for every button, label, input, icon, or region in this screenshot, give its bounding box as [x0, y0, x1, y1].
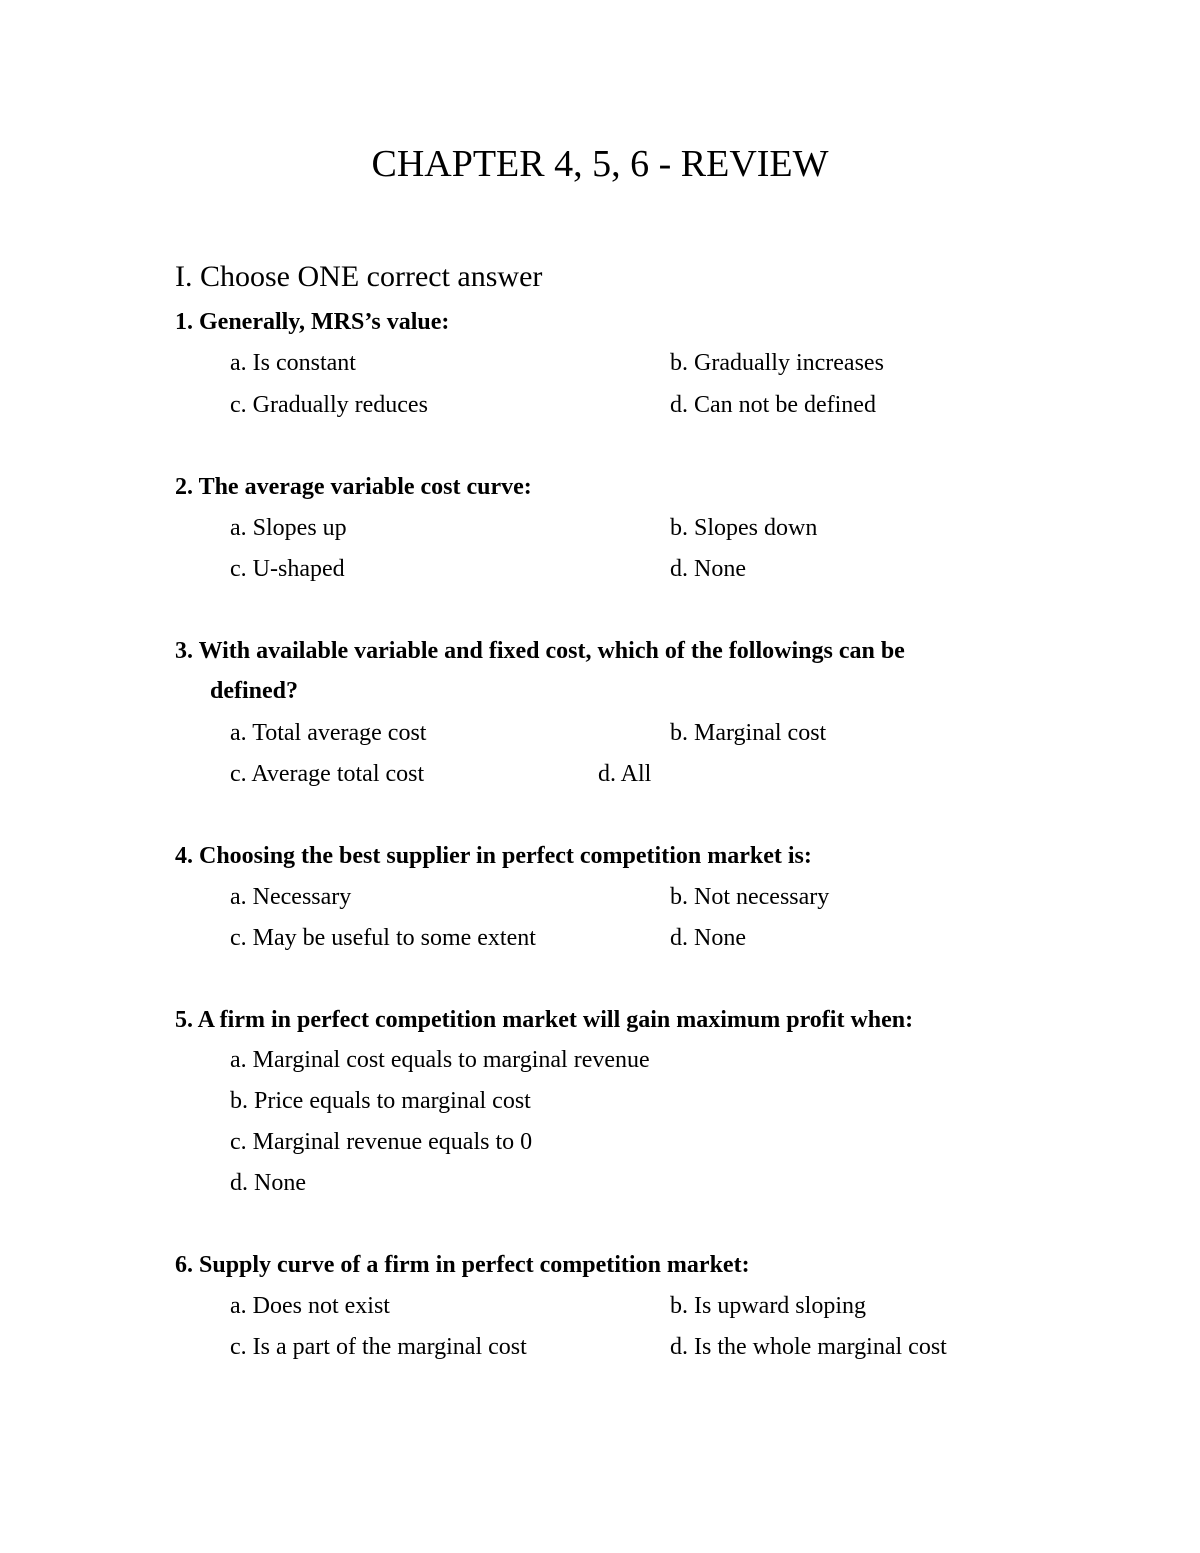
- question-1-option-d: d. Can not be defined: [670, 392, 876, 418]
- question-2: 2. The average variable cost curve:: [175, 474, 532, 500]
- question-2-option-a: a. Slopes up: [230, 515, 347, 541]
- question-4-option-d: d. None: [670, 925, 746, 951]
- question-5-option-b: b. Price equals to marginal cost: [230, 1088, 531, 1114]
- question-6-option-d: d. Is the whole marginal cost: [670, 1334, 947, 1360]
- question-5-option-d: d. None: [230, 1170, 306, 1196]
- question-2-option-d: d. None: [670, 556, 746, 582]
- question-5-option-a: a. Marginal cost equals to marginal revenue: [230, 1047, 650, 1073]
- question-6: 6. Supply curve of a firm in perfect competition market:: [175, 1252, 750, 1278]
- question-1-option-a: a. Is constant: [230, 350, 356, 376]
- question-2-option-c: c. U-shaped: [230, 556, 345, 582]
- question-6-option-a: a. Does not exist: [230, 1293, 390, 1319]
- question-3-option-c: c. Average total cost: [230, 761, 425, 787]
- page-title: CHAPTER 4, 5, 6 - REVIEW: [371, 143, 829, 185]
- question-3-option-d: d. All: [598, 761, 652, 787]
- question-3-text: 3. With available variable and fixed cost, which of the followings can be: [175, 638, 905, 664]
- question-4-option-c: c. May be useful to some extent: [230, 925, 536, 951]
- question-4-option-b: b. Not necessary: [670, 884, 830, 910]
- question-1-option-b: b. Gradually increases: [670, 350, 884, 376]
- question-4: 4. Choosing the best supplier in perfect competition market is:: [175, 843, 812, 869]
- question-3-option-a: a. Total average cost: [230, 720, 427, 746]
- question-2-option-b: b. Slopes down: [670, 515, 818, 541]
- question-5-option-c: c. Marginal revenue equals to 0: [230, 1129, 533, 1155]
- question-1: 1. Generally, MRS’s value:: [175, 309, 450, 335]
- question-5: 5. A firm in perfect competition market will gain maximum profit when:: [175, 1007, 914, 1033]
- question-3: [175, 631, 1035, 711]
- section-heading: I. Choose ONE correct answer: [175, 260, 543, 293]
- question-6-option-b: b. Is upward sloping: [670, 1293, 866, 1319]
- question-3-text-continued: defined?: [210, 678, 299, 704]
- question-4-option-a: a. Necessary: [230, 884, 352, 910]
- question-6-option-c: c. Is a part of the marginal cost: [230, 1334, 527, 1360]
- question-3-option-b: b. Marginal cost: [670, 720, 827, 746]
- question-1-option-c: c. Gradually reduces: [230, 392, 428, 418]
